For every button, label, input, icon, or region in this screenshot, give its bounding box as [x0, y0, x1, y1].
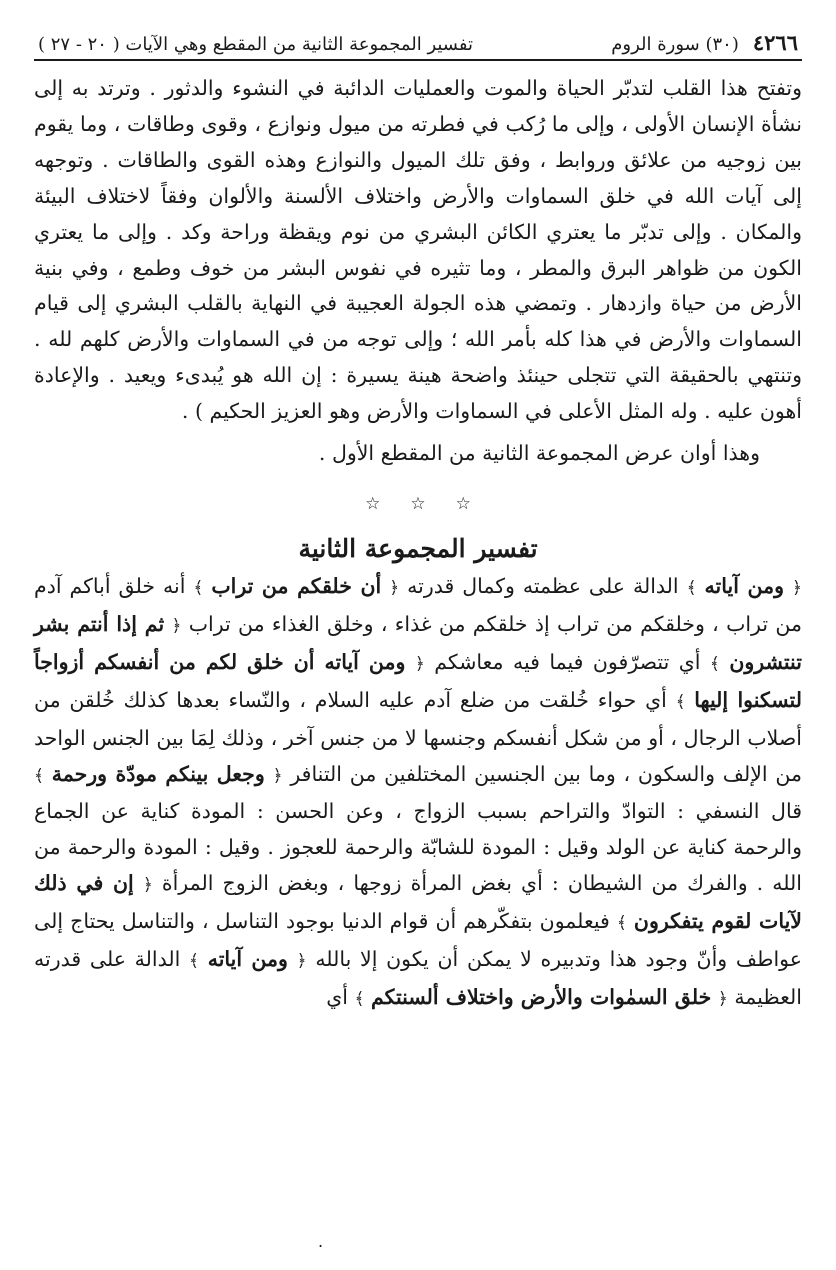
bracket-close: ﴾	[193, 577, 204, 598]
commentary: أي حواء خُلقت من ضلع آدم عليه السلام ، والنّساء بعدها كذلك خُلقن من أصلاب الرجال ، أو من شكل أنفسكم وجنسها لا من جنس آخر ، وذلك لِمَا بين الجنس الواحد من الإلف والسكون ، وما بين الجنسين المختلفين من التنافر	[34, 687, 802, 786]
section-title: تفسير المجموعة الثانية	[298, 533, 538, 563]
commentary: الدالة على عظمته وكمال قدرته	[407, 573, 679, 598]
bracket-close: ﴾	[709, 653, 720, 674]
star-icon: ☆	[410, 493, 426, 514]
bracket-close: ﴾	[354, 988, 365, 1009]
running-header	[34, 30, 802, 61]
bracket-open: ﴿	[171, 615, 182, 636]
commentary: الدالة على قدرته العظيمة	[34, 947, 802, 1009]
commentary: أنه خلق أباكم آدم من تراب ، وخلقكم من تراب إذ خلقكم من غذاء ، وخلق الغذاء من تراب	[34, 573, 802, 636]
bracket-close: ﴾	[189, 951, 200, 972]
quran-verse: ثم إذا أنتم بشر تنتشرون	[34, 611, 802, 674]
paragraph-transition: وهذا أوان عرض المجموعة الثانية من المقطع الأول .	[318, 441, 760, 466]
quran-verse: ومن آياته	[704, 573, 784, 598]
quran-verse: ومن آياته	[207, 947, 288, 972]
commentary: أي تتصرّفون فيما فيه معاشكم	[434, 649, 701, 674]
commentary: قال النسفي : التوادّ والتراحم بسبب الزواج ، وعن الحسن : المودة كناية عن الجماع والرحمة كناية عن الولد وقيل : المودة للشابّة والرحمة للعجوز . وقيل : المودة والرحمة من الله . والفرك من الشيطان : أي بغض المرأة زوجها ، وبغض الزوج المرأة	[34, 799, 802, 896]
quran-verse: أن خلقكم من تراب	[211, 573, 382, 598]
bracket-open: ﴿	[717, 988, 728, 1009]
quran-verse: وجعل بينكم مودّة ورحمة	[51, 761, 265, 786]
bracket-open: ﴿	[272, 765, 283, 786]
paragraph-intro: وتفتح هذا القلب لتدبّر الحياة والموت والعمليات الدائبة في النشوء والدثور . وترتد به إلى نشأة الإنسان الأولى ، وإلى ما رُكب في فطرته من ميول ونوازع ، وقوى وطاقات ، وما يقوم بين زوجيه من علائق وروابط ، وفق تلك الميول والنوازع وهذه القوى والطاقات . وتوجهه إلى آيات الله في خلق السماوات والأرض واختلاف الألسنة والألوان وفقاً لاختلاف البيئة والمكان . وإلى تدبّر ما يعتري الكائن البشري من نوم ويقظة وراحة وكد . وإلى ما يعتري الكون من ظواهر البرق والمطر ، وما تثيره في نفوس البشر من خوف وطمع ، وفي بنية الأرض من حياة وازدهار . وتمضي هذه الجولة العجيبة في النهاية بالقلب البشري إلى قيام السماوات والأرض في هذا كله بأمر الله ؛ وإلى توجه من في السماوات والأرض كلهم لله . وتنتهي بالحقيقة التي تتجلى حينئذ واضحة هينة يسيرة : إن الله هو يُبدىء ويعيد . والإعادة أهون عليه . وله المثل الأعلى في السماوات والأرض وهو العزيز الحكيم ) .	[34, 76, 802, 424]
tafsir-paragraph	[34, 569, 802, 1018]
bracket-open: ﴿	[791, 577, 802, 598]
bracket-open: ﴿	[296, 951, 307, 972]
header-title: تفسير المجموعة الثانية من المقطع وهي الآيات ( ٢٠ - ٢٧ )	[38, 34, 473, 55]
bracket-open: ﴿	[142, 875, 153, 896]
header-right	[611, 30, 798, 55]
footer-mark: .	[318, 1232, 324, 1251]
bracket-open: ﴿	[414, 653, 425, 674]
commentary: أي	[326, 984, 348, 1009]
bracket-close: ﴾	[616, 913, 627, 934]
bracket-close: ﴾	[675, 691, 686, 712]
bracket-close: ﴾	[686, 577, 697, 598]
star-icon: ☆	[365, 493, 381, 514]
quran-verse: خلق السمٰوات والأرض واختلاف ألسنتكم	[371, 984, 712, 1009]
surah-name: (٣٠) سورة الروم	[611, 34, 739, 55]
commentary: فيعلمون بتفكّرهم أن قوام الدنيا بوجود التناسل ، والتناسل يحتاج إلى عواطف وأنّ وجود هذا وتدبيره لا يمكن أن يكون إلا بالله	[34, 909, 802, 972]
bracket-open: ﴿	[389, 577, 400, 598]
section-divider	[34, 494, 802, 514]
star-icon: ☆	[455, 493, 471, 514]
quran-verse: ومن آياته أن خلق لكم من أنفسكم أزواجاً لتسكنوا إليها	[34, 649, 802, 712]
quran-verse: إن في ذلك لآيات لقوم يتفكرون	[34, 871, 802, 934]
page-number: ٤٢٦٦	[752, 30, 798, 55]
bracket-close: ﴾	[34, 765, 44, 786]
